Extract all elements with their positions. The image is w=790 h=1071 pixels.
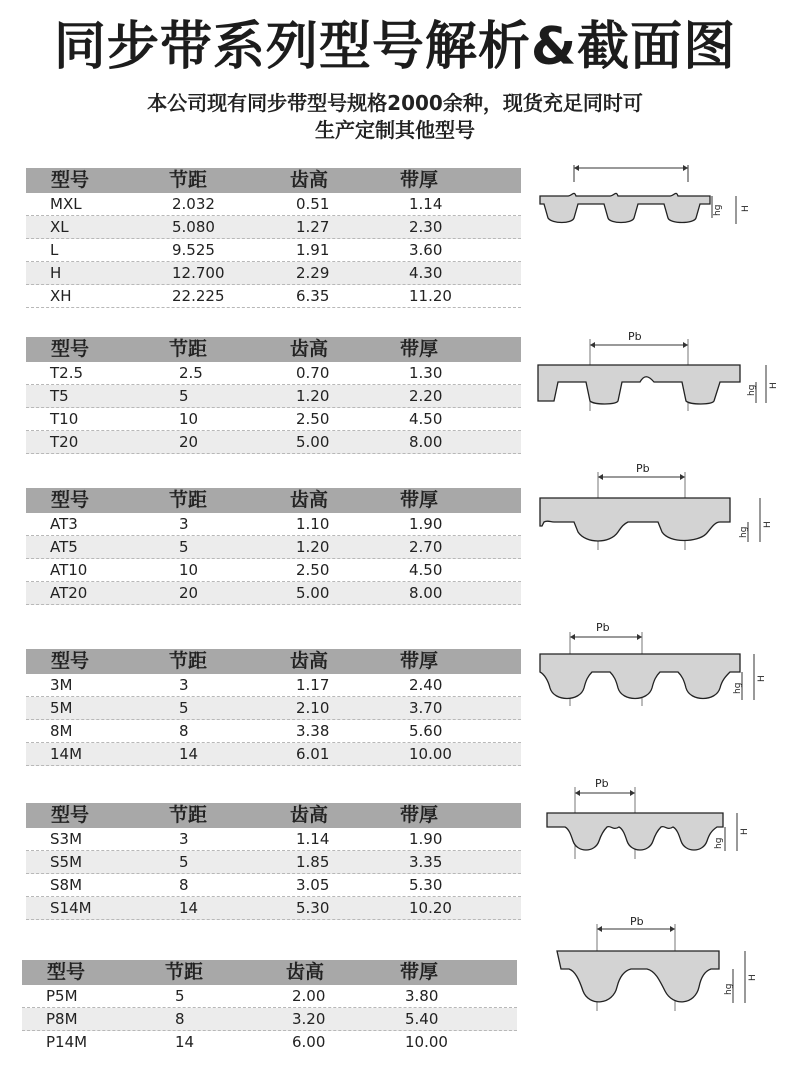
cell-pitch: 10 — [179, 561, 199, 579]
cell-model: S8M — [50, 876, 83, 894]
header-model: 型号 — [51, 650, 90, 672]
table-row — [22, 1008, 517, 1031]
tooth-height-label: hg — [733, 682, 743, 694]
belt-section-diagram-classic — [530, 160, 780, 235]
tooth-height-label: hg — [713, 204, 723, 216]
header-tooth-height: 齿高 — [290, 650, 329, 672]
pitch-label: Pb — [630, 915, 644, 928]
header-tooth-height: 齿高 — [290, 338, 329, 360]
table-row — [26, 385, 521, 408]
cell-pitch: 5 — [179, 853, 189, 871]
table-row — [26, 536, 521, 559]
cell-thickness: 1.90 — [409, 515, 443, 533]
cell-pitch: 20 — [179, 584, 199, 602]
cell-thickness: 1.30 — [409, 364, 443, 382]
header-thickness: 带厚 — [400, 169, 439, 191]
cell-tooth-height: 1.91 — [296, 241, 330, 259]
table-row — [26, 239, 521, 262]
cell-pitch: 14 — [175, 1033, 195, 1051]
height-label: H — [763, 521, 773, 528]
spec-table-m-series — [26, 649, 521, 766]
cell-pitch: 5 — [179, 699, 189, 717]
table-row — [26, 559, 521, 582]
pitch-label: Pb — [636, 462, 650, 475]
cell-thickness: 4.30 — [409, 264, 443, 282]
cell-tooth-height: 1.27 — [296, 218, 330, 236]
cell-tooth-height: 0.70 — [296, 364, 330, 382]
cell-pitch: 8 — [179, 722, 189, 740]
cell-model: L — [50, 241, 59, 259]
cell-pitch: 8 — [179, 876, 189, 894]
cell-thickness: 3.70 — [409, 699, 443, 717]
cell-pitch: 22.225 — [172, 287, 225, 305]
spec-table-classic — [26, 168, 521, 308]
header-thickness: 带厚 — [400, 961, 439, 983]
header-pitch: 节距 — [169, 338, 208, 360]
crop-edge — [0, 1052, 790, 1071]
header-thickness: 带厚 — [400, 338, 439, 360]
pitch-label: Pb — [628, 330, 642, 343]
cell-model: T5 — [50, 387, 69, 405]
cell-tooth-height: 3.20 — [292, 1010, 326, 1028]
cell-tooth-height: 5.30 — [296, 899, 330, 917]
cell-model: AT20 — [50, 584, 88, 602]
header-pitch: 节距 — [169, 650, 208, 672]
cell-pitch: 12.700 — [172, 264, 225, 282]
cell-tooth-height: 2.50 — [296, 561, 330, 579]
spec-table-t-series — [26, 337, 521, 454]
table-row — [26, 828, 521, 851]
cell-thickness: 10.00 — [405, 1033, 448, 1051]
cell-tooth-height: 1.85 — [296, 853, 330, 871]
table-row — [26, 285, 521, 308]
cell-pitch: 3 — [179, 830, 189, 848]
cell-model: T10 — [50, 410, 79, 428]
header-tooth-height: 齿高 — [290, 169, 329, 191]
cell-tooth-height: 3.38 — [296, 722, 330, 740]
cell-model: P5M — [46, 987, 78, 1005]
cell-tooth-height: 1.20 — [296, 387, 330, 405]
tooth-height-label: hg — [739, 526, 749, 538]
cell-model: AT3 — [50, 515, 78, 533]
pitch-label: Pb — [595, 777, 609, 790]
header-model: 型号 — [47, 961, 86, 983]
cell-pitch: 14 — [179, 745, 199, 763]
table-row — [26, 408, 521, 431]
header-pitch: 节距 — [169, 489, 208, 511]
table-row — [22, 1031, 517, 1054]
header-thickness: 带厚 — [400, 650, 439, 672]
cell-thickness: 8.00 — [409, 584, 443, 602]
height-label: H — [757, 675, 767, 682]
header-thickness: 带厚 — [400, 804, 439, 826]
cell-model: S3M — [50, 830, 83, 848]
cell-pitch: 5 — [179, 538, 189, 556]
cell-pitch: 14 — [179, 899, 199, 917]
cell-thickness: 2.70 — [409, 538, 443, 556]
cell-thickness: 3.60 — [409, 241, 443, 259]
header-pitch: 节距 — [169, 169, 208, 191]
cell-model: T20 — [50, 433, 79, 451]
cell-tooth-height: 1.10 — [296, 515, 330, 533]
tooth-height-label: hg — [747, 384, 757, 396]
header-model: 型号 — [51, 338, 90, 360]
height-label: H — [748, 974, 758, 981]
table-row — [26, 897, 521, 920]
cell-model: 14M — [50, 745, 83, 763]
belt-section-diagram-at-series — [530, 460, 780, 555]
subtitle-line-2: 生产定制其他型号 — [315, 118, 475, 142]
cell-model: H — [50, 264, 62, 282]
cell-tooth-height: 6.35 — [296, 287, 330, 305]
cell-model: S5M — [50, 853, 83, 871]
cell-model: AT5 — [50, 538, 78, 556]
header-model: 型号 — [51, 169, 90, 191]
cell-model: 8M — [50, 722, 73, 740]
cell-thickness: 1.14 — [409, 195, 443, 213]
table-header — [26, 803, 521, 828]
cell-thickness: 4.50 — [409, 410, 443, 428]
cell-tooth-height: 1.17 — [296, 676, 330, 694]
cell-pitch: 5 — [179, 387, 189, 405]
cell-thickness: 11.20 — [409, 287, 452, 305]
table-header — [22, 960, 517, 985]
table-row — [26, 431, 521, 454]
cell-tooth-height: 6.00 — [292, 1033, 326, 1051]
table-header — [26, 168, 521, 193]
table-row — [26, 513, 521, 536]
spec-table-p-series — [22, 960, 517, 1054]
table-row — [26, 743, 521, 766]
cell-model: P8M — [46, 1010, 78, 1028]
cell-model: XL — [50, 218, 69, 236]
header-tooth-height: 齿高 — [290, 804, 329, 826]
header-pitch: 节距 — [169, 804, 208, 826]
table-row — [26, 851, 521, 874]
cell-pitch: 8 — [175, 1010, 185, 1028]
header-model: 型号 — [51, 804, 90, 826]
cell-tooth-height: 0.51 — [296, 195, 330, 213]
header-pitch: 节距 — [165, 961, 204, 983]
cell-tooth-height: 2.50 — [296, 410, 330, 428]
cell-model: AT10 — [50, 561, 88, 579]
table-row — [22, 985, 517, 1008]
cell-thickness: 1.90 — [409, 830, 443, 848]
cell-tooth-height: 5.00 — [296, 433, 330, 451]
cell-model: T2.5 — [50, 364, 84, 382]
header-tooth-height: 齿高 — [286, 961, 325, 983]
cell-tooth-height: 2.29 — [296, 264, 330, 282]
tooth-height-label: hg — [724, 983, 734, 995]
cell-thickness: 5.30 — [409, 876, 443, 894]
cell-pitch: 2.5 — [179, 364, 203, 382]
table-header — [26, 337, 521, 362]
tooth-height-label: hg — [714, 837, 724, 849]
header-tooth-height: 齿高 — [290, 489, 329, 511]
table-row — [26, 720, 521, 743]
cell-model: XH — [50, 287, 72, 305]
cell-thickness: 2.40 — [409, 676, 443, 694]
spec-table-at-series — [26, 488, 521, 605]
cell-model: P14M — [46, 1033, 88, 1051]
cell-pitch: 10 — [179, 410, 199, 428]
cell-thickness: 2.30 — [409, 218, 443, 236]
cell-thickness: 10.20 — [409, 899, 452, 917]
belt-section-diagram-s-series — [535, 773, 785, 863]
cell-thickness: 3.80 — [405, 987, 439, 1005]
subtitle-line-1: 本公司现有同步带型号规格2000余种，现货充足同时可 — [147, 91, 643, 115]
cell-thickness: 3.35 — [409, 853, 443, 871]
pitch-label: Pb — [596, 621, 610, 634]
cell-pitch: 5.080 — [172, 218, 215, 236]
cell-model: 5M — [50, 699, 73, 717]
cell-tooth-height: 2.00 — [292, 987, 326, 1005]
cell-pitch: 20 — [179, 433, 199, 451]
cell-model: MXL — [50, 195, 82, 213]
cell-tooth-height: 5.00 — [296, 584, 330, 602]
cell-thickness: 5.60 — [409, 722, 443, 740]
cell-tooth-height: 2.10 — [296, 699, 330, 717]
page-title: 同步带系列型号解析&截面图 — [53, 17, 737, 77]
cell-pitch: 3 — [179, 515, 189, 533]
cell-thickness: 4.50 — [409, 561, 443, 579]
height-label: H — [769, 382, 779, 389]
header-thickness: 带厚 — [400, 489, 439, 511]
cell-pitch: 5 — [175, 987, 185, 1005]
table-row — [26, 262, 521, 285]
table-header — [26, 649, 521, 674]
cell-tooth-height: 3.05 — [296, 876, 330, 894]
cell-model: S14M — [50, 899, 92, 917]
belt-section-diagram-p-series — [535, 915, 785, 1015]
table-row — [26, 193, 521, 216]
cell-model: 3M — [50, 676, 73, 694]
height-label: H — [740, 828, 750, 835]
cell-thickness: 2.20 — [409, 387, 443, 405]
table-row — [26, 674, 521, 697]
table-row — [26, 697, 521, 720]
table-row — [26, 362, 521, 385]
belt-section-diagram-t-series — [530, 325, 780, 415]
cell-pitch: 2.032 — [172, 195, 215, 213]
cell-pitch: 3 — [179, 676, 189, 694]
table-row — [26, 216, 521, 239]
cell-thickness: 5.40 — [405, 1010, 439, 1028]
belt-section-diagram-m-series — [530, 618, 780, 713]
cell-tooth-height: 1.20 — [296, 538, 330, 556]
table-header — [26, 488, 521, 513]
height-label: H — [741, 205, 751, 212]
header-model: 型号 — [51, 489, 90, 511]
cell-tooth-height: 6.01 — [296, 745, 330, 763]
spec-table-s-series — [26, 803, 521, 920]
cell-pitch: 9.525 — [172, 241, 215, 259]
cell-thickness: 10.00 — [409, 745, 452, 763]
table-row — [26, 582, 521, 605]
table-row — [26, 874, 521, 897]
cell-thickness: 8.00 — [409, 433, 443, 451]
cell-tooth-height: 1.14 — [296, 830, 330, 848]
